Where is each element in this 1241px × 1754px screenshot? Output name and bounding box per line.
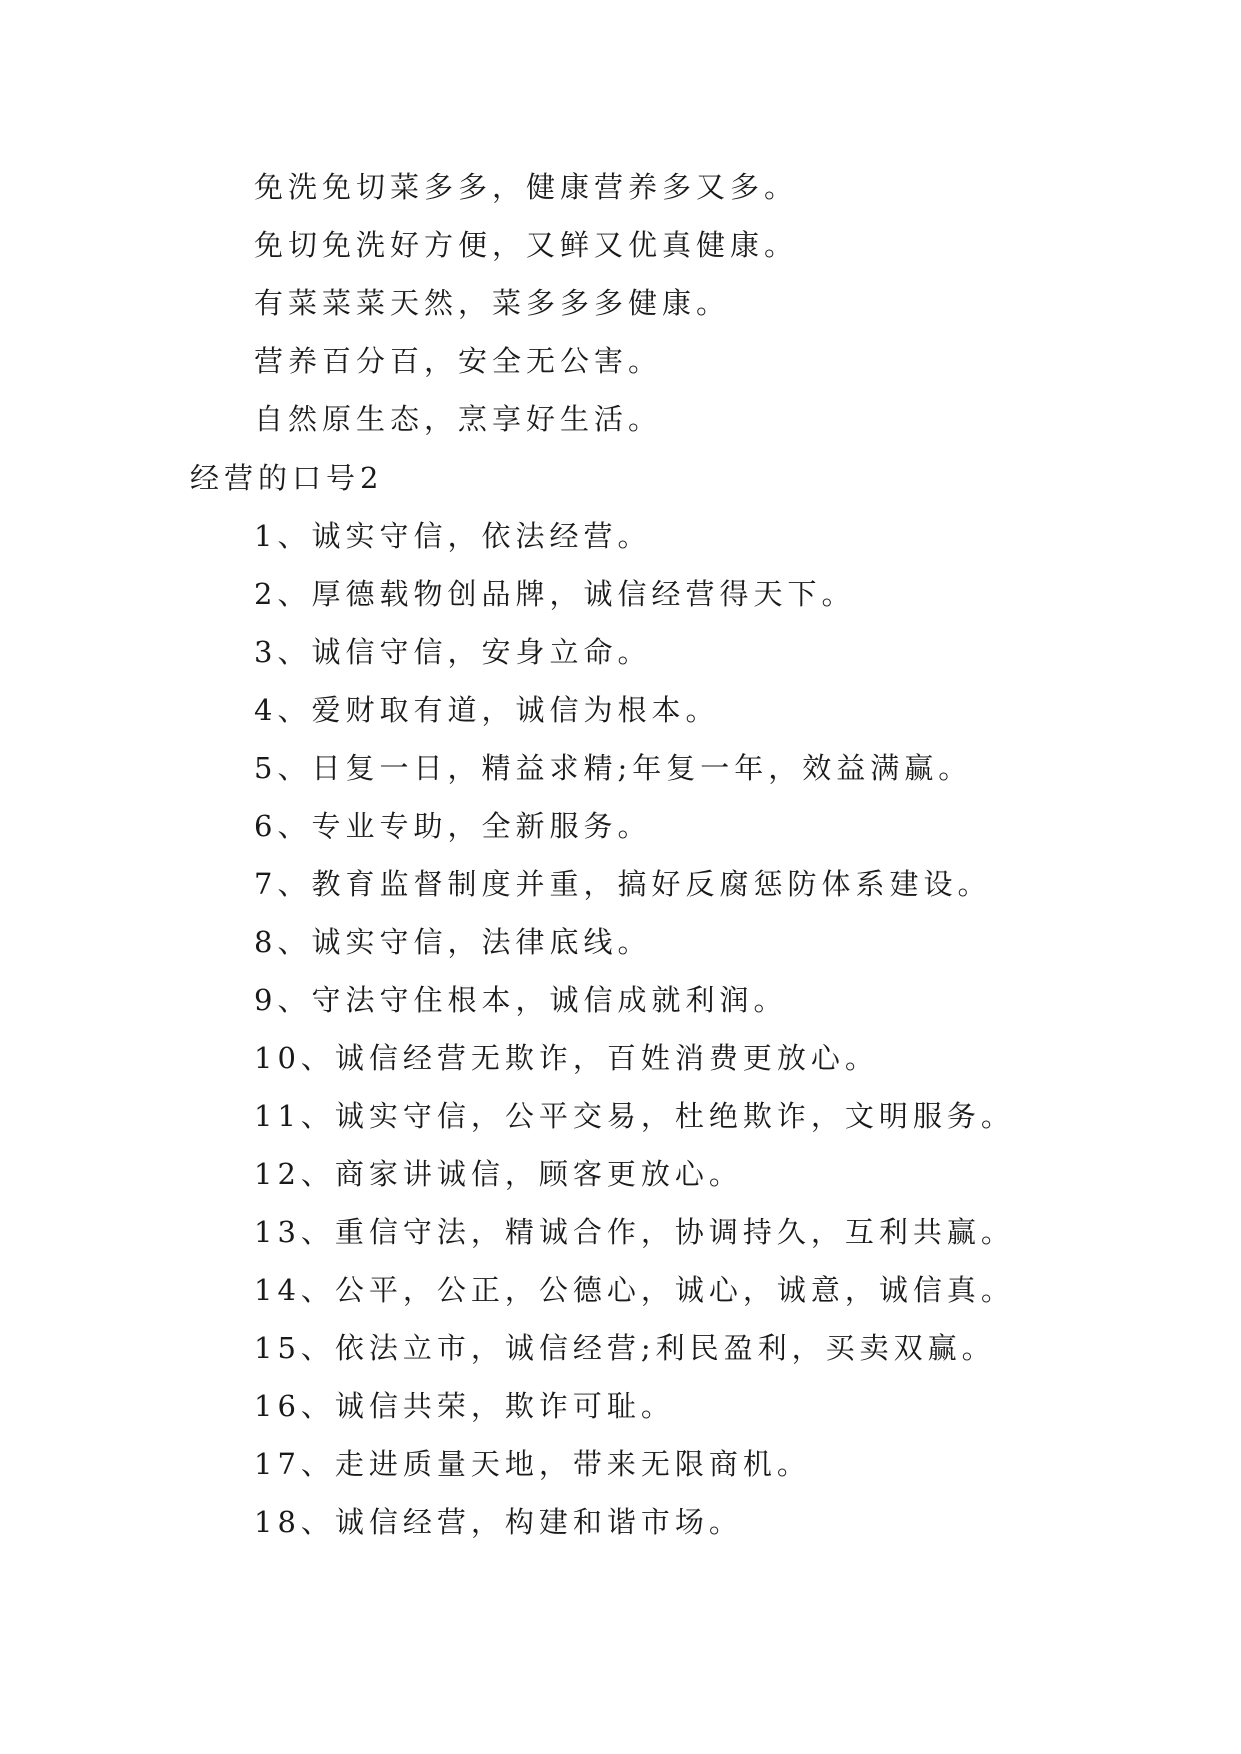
slogan-item: 12、商家讲诚信，顾客更放心。	[254, 1157, 743, 1191]
slogan-item: 16、诚信共荣，欺诈可耻。	[254, 1389, 675, 1423]
intro-line: 有菜菜菜天然，菜多多多健康。	[254, 286, 731, 320]
slogan-item: 1、诚实守信，依法经营。	[254, 519, 652, 553]
slogan-item: 5、日复一日，精益求精;年复一年，效益满赢。	[254, 751, 973, 785]
slogan-item: 9、守法守住根本，诚信成就利润。	[254, 983, 788, 1017]
slogan-item: 17、走进质量天地，带来无限商机。	[254, 1447, 811, 1481]
slogan-item: 14、公平，公正，公德心，诚心，诚意，诚信真。	[254, 1273, 1015, 1307]
slogan-item: 11、诚实守信，公平交易，杜绝欺诈，文明服务。	[254, 1099, 1015, 1133]
slogan-item: 2、厚德载物创品牌，诚信经营得天下。	[254, 577, 856, 611]
slogan-item: 15、依法立市，诚信经营;利民盈利，买卖双赢。	[254, 1331, 996, 1365]
slogan-item: 8、诚实守信，法律底线。	[254, 925, 652, 959]
intro-line: 自然原生态，烹享好生活。	[254, 402, 663, 436]
intro-line: 免切免洗好方便，又鲜又优真健康。	[254, 228, 799, 262]
slogan-item: 4、爱财取有道，诚信为根本。	[254, 693, 720, 727]
section-title: 经营的口号2	[190, 461, 384, 495]
slogan-item: 6、专业专助，全新服务。	[254, 809, 652, 843]
slogan-item: 13、重信守法，精诚合作，协调持久，互利共赢。	[254, 1215, 1015, 1249]
intro-line: 免洗免切菜多多，健康营养多又多。	[254, 170, 799, 204]
slogan-item: 10、诚信经营无欺诈，百姓消费更放心。	[254, 1041, 879, 1075]
slogan-item: 7、教育监督制度并重，搞好反腐惩防体系建设。	[254, 867, 992, 901]
slogan-item: 18、诚信经营，构建和谐市场。	[254, 1505, 743, 1539]
intro-line: 营养百分百，安全无公害。	[254, 344, 663, 378]
slogan-item: 3、诚信守信，安身立命。	[254, 635, 652, 669]
